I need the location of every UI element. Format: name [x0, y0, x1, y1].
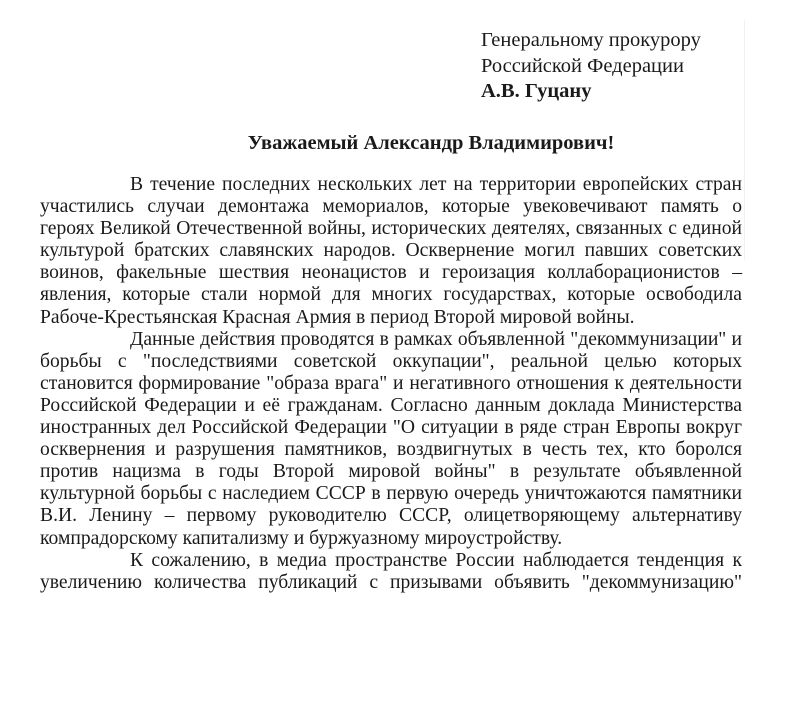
addressee-name: А.В. Гуцану: [481, 80, 592, 102]
paragraph-2: Данные действия проводятся в рамках объявленной "декоммунизации" и борьбы с "последствиями советской оккупации", реальной целью которых становится формирование "образа врага" и негативного отношения к деятельности Российской Федерации и её гражданам. Согласно данным доклада Министерства иностранных дел Российской Федерации "О ситуации в ряде стран Европы вокруг осквернения и разрушения памятников, воздвигнутых в честь тех, кто боролся против нацизма в годы Второй мировой войны" в результате объявленной культурной борьбы с наследием СССР в первую очередь уничтожаются памятники В.И. Ленину – первому руководителю СССР, олицетворяющему альтернативу компрадорскому капитализму и буржуазному мироустройству.: [40, 328, 742, 549]
paragraph-3: К сожалению, в медиа пространстве России наблюдается тенденция к увеличению количества публикаций с призывами объявить "декоммунизацию": [40, 549, 742, 593]
salutation: Уважаемый Александр Владимирович!: [247, 132, 615, 154]
addressee-block: [481, 28, 701, 105]
paragraph-1: В течение последних нескольких лет на территории европейских стран участились случаи демонтажа мемориалов, которые увековечивают память о героях Великой Отечественной войны, исторических деятелях, связанных с единой культурой братских славянских народов. Осквернение могил павших советских воинов, факельные шествия неонацистов и героизация коллаборационистов – явления, которые стали нормой для многих государствах, которые освободила Рабоче-Крестьянская Красная Армия в период Второй мировой войны.: [40, 174, 742, 328]
addressee-organization: Российской Федерации: [481, 54, 684, 77]
letter-body: [40, 174, 742, 594]
addressee-title: Генеральному прокурору: [481, 29, 701, 51]
